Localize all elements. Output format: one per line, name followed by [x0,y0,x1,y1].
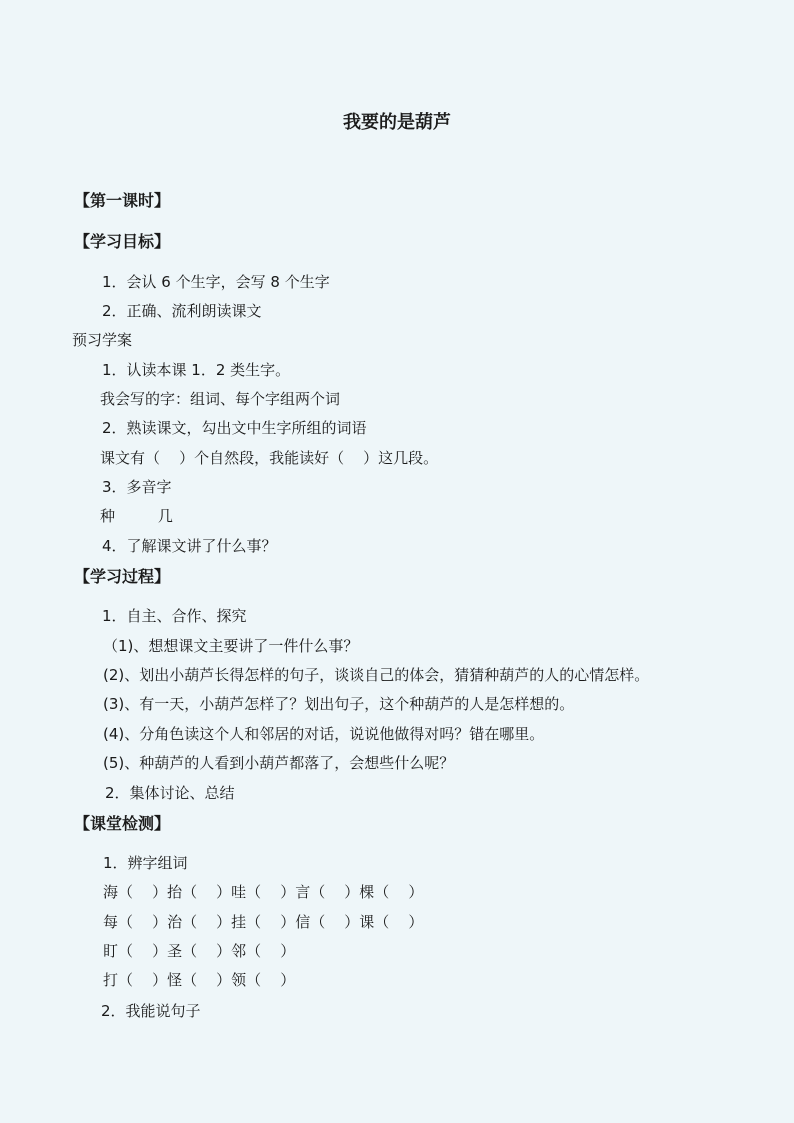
page-title: 我要的是葫芦 [343,112,451,133]
process-item: 1．自主、合作、探究 [102,607,247,625]
preview-item: 我会写的字：组词、每个字组两个词 [100,390,341,408]
process-item: （1)、想想课文主要讲了一件什么事？ [103,637,359,655]
section-check-heading: 【课堂检测】 [74,814,171,833]
section-lesson-heading: 【第一课时】 [74,191,171,210]
preview-item: 2．熟读课文，勾出文中生字所组的词语 [102,419,367,437]
process-item: (2)、划出小葫芦长得怎样的句子，谈谈自己的体会，猜猜种葫芦的人的心情怎样。 [103,666,650,684]
check-row: 盯（ ）圣（ ）邻（ ） [103,942,296,960]
check-row: 海（ ）抬（ ）哇（ ）言（ ）棵（ ） [103,883,424,901]
preview-item: 4．了解课文讲了什么事？ [102,537,277,555]
check-row: 打（ ）怪（ ）领（ ） [103,971,296,989]
section-objectives-heading: 【学习目标】 [74,232,171,251]
process-item: 2．集体讨论、总结 [105,784,235,802]
objective-item: 2．正确、流利朗读课文 [102,302,262,320]
process-item: (3)、有一天，小葫芦怎样了？划出句子，这个种葫芦的人是怎样想的。 [103,695,575,713]
preview-item: 课文有（ ）个自然段，我能读好（ ）这几段。 [100,449,439,467]
objective-item: 1．会认 6 个生字，会写 8 个生字 [102,273,330,291]
process-item: (5)、种葫芦的人看到小葫芦都落了，会想些什么呢？ [103,754,455,772]
preview-item: 1．认读本课 1．2 类生字。 [102,361,291,379]
section-process-heading: 【学习过程】 [74,567,171,586]
process-item: (4)、分角色读这个人和邻居的对话，说说他做得对吗？错在哪里。 [103,725,545,743]
preview-item: 种 几 [100,507,173,525]
preview-heading: 预习学案 [72,331,133,349]
check-item: 1．辨字组词 [103,854,188,872]
check-item: 2．我能说句子 [101,1002,201,1020]
preview-item: 3．多音字 [102,478,172,496]
check-row: 每（ ）治（ ）挂（ ）信（ ）课（ ） [103,913,424,931]
